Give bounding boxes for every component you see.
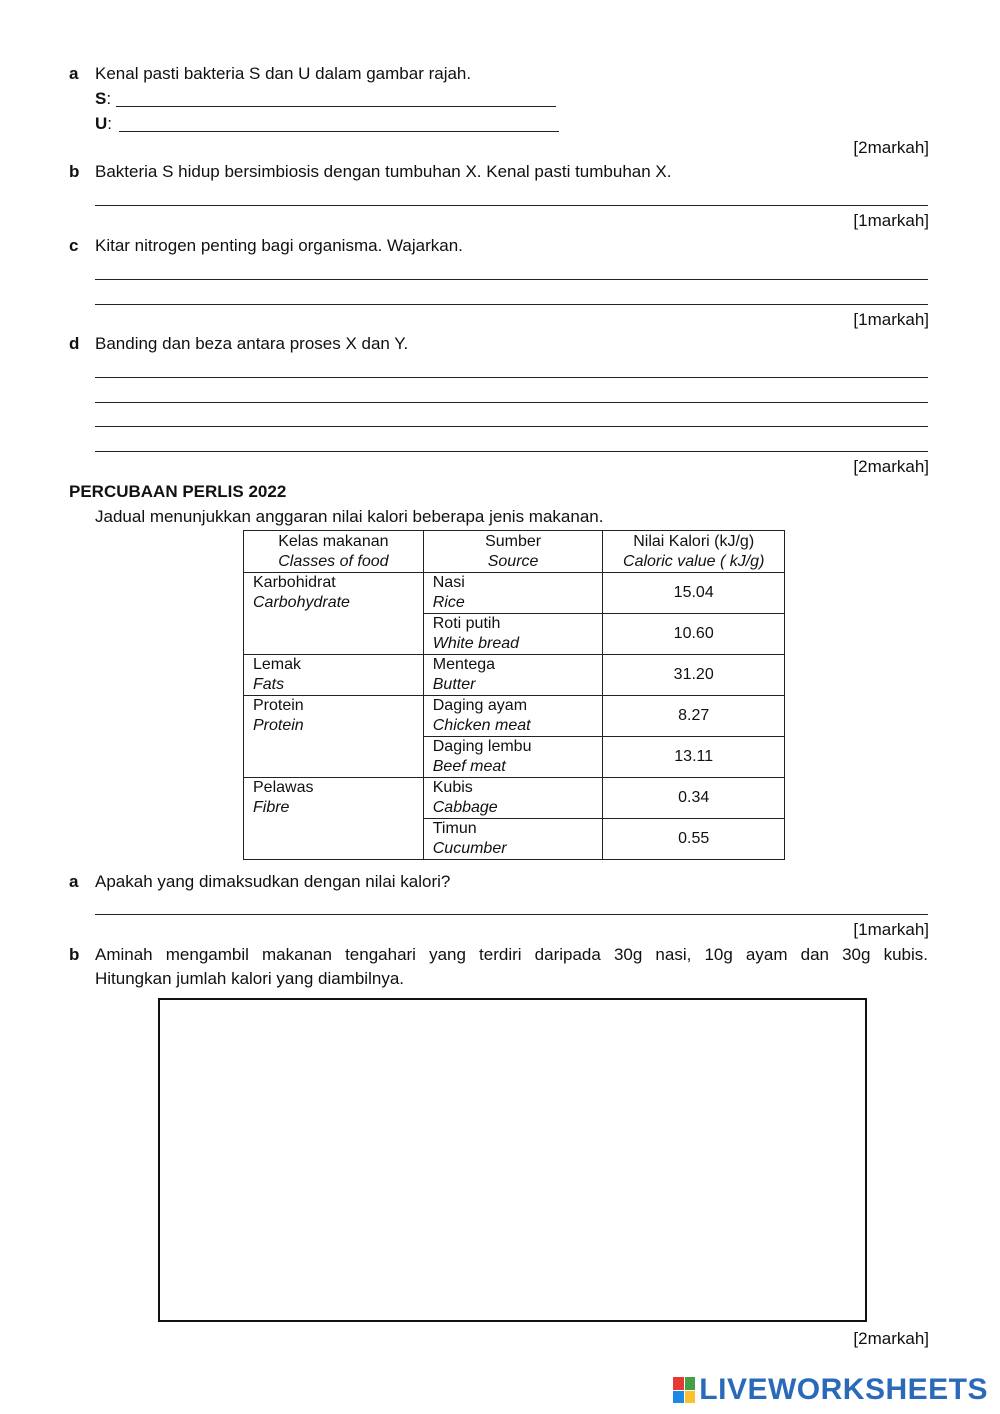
answer-s-label: S: [95, 89, 112, 108]
marks-2a: [1markah] [853, 920, 929, 939]
source-cell: Roti putih White bread [423, 614, 603, 655]
table-header-row [244, 531, 785, 573]
marks-d: [2markah] [853, 457, 929, 476]
answer-b-line[interactable] [95, 205, 928, 206]
source-cell: Nasi Rice [423, 573, 603, 614]
value-cell: 31.20 [603, 655, 785, 696]
question-a-text: Kenal pasti bakteria S dan U dalam gambar rajah. [95, 64, 472, 83]
section-intro: Jadual menunjukkan anggaran nilai kalori beberapa jenis makanan. [95, 507, 604, 526]
source-cell: Daging ayam Chicken meat [423, 696, 603, 737]
source-cell: Timun Cucumber [423, 819, 603, 860]
liveworksheets-logo-icon [673, 1377, 695, 1403]
table-row [244, 696, 785, 737]
question-2a-text: Apakah yang dimaksudkan dengan nilai kalori? [95, 872, 451, 891]
question-c-letter: c [69, 236, 79, 255]
calorie-table [243, 530, 785, 860]
question-2b-letter: b [69, 945, 80, 964]
table-row [244, 778, 785, 819]
answer-box[interactable] [158, 998, 867, 1322]
source-cell: Daging lembu Beef meat [423, 737, 603, 778]
header-value: Nilai Kalori (kJ/g) Caloric value ( kJ/g) [603, 531, 785, 573]
answer-s-line[interactable] [116, 106, 556, 107]
marks-c: [1markah] [853, 310, 929, 329]
answer-u-label: U: [95, 114, 113, 133]
watermark-text: LIVEWORKSHEETS [699, 1373, 988, 1406]
question-2a-letter: a [69, 872, 79, 891]
value-cell: 15.04 [603, 573, 785, 614]
liveworksheets-watermark [673, 1372, 988, 1408]
marks-b: [1markah] [853, 211, 929, 230]
class-cell: Protein Protein [244, 696, 424, 778]
value-cell: 8.27 [603, 696, 785, 737]
logo-tile [673, 1377, 684, 1390]
question-d-letter: d [69, 334, 80, 353]
class-cell: Karbohidrat Carbohydrate [244, 573, 424, 655]
answer-d-line-2[interactable] [95, 402, 928, 403]
table-row [244, 655, 785, 696]
answer-c-line-2[interactable] [95, 304, 928, 305]
answer-d-line-1[interactable] [95, 377, 928, 378]
class-cell: Pelawas Fibre [244, 778, 424, 860]
question-a-letter: a [69, 64, 79, 83]
marks-a: [2markah] [853, 138, 929, 157]
marks-2b: [2markah] [853, 1329, 929, 1348]
logo-tile [673, 1391, 684, 1404]
section-title: PERCUBAAN PERLIS 2022 [69, 482, 287, 501]
value-cell: 10.60 [603, 614, 785, 655]
value-cell: 13.11 [603, 737, 785, 778]
answer-u-line[interactable] [119, 131, 559, 132]
header-source: Sumber Source [423, 531, 603, 573]
answer-d-line-3[interactable] [95, 426, 928, 427]
question-d-text: Banding dan beza antara proses X dan Y. [95, 334, 409, 353]
value-cell: 0.55 [603, 819, 785, 860]
answer-2a-line[interactable] [95, 914, 928, 915]
header-class: Kelas makanan Classes of food [244, 531, 424, 573]
source-cell: Kubis Cabbage [423, 778, 603, 819]
question-2b-text-line2: Hitungkan jumlah kalori yang diambilnya. [95, 969, 404, 988]
value-cell: 0.34 [603, 778, 785, 819]
question-c-text: Kitar nitrogen penting bagi organisma. Wajarkan. [95, 236, 463, 255]
source-cell: Mentega Butter [423, 655, 603, 696]
answer-d-line-4[interactable] [95, 451, 928, 452]
class-cell: Lemak Fats [244, 655, 424, 696]
logo-tile [685, 1377, 696, 1390]
answer-c-line-1[interactable] [95, 279, 928, 280]
question-2b-text-line1: Aminah mengambil makanan tengahari yang terdiri daripada 30g nasi, 10g ayam dan 30g kubis. [95, 945, 928, 964]
table-row [244, 573, 785, 614]
logo-tile [685, 1391, 696, 1404]
question-b-letter: b [69, 162, 80, 181]
question-b-text: Bakteria S hidup bersimbiosis dengan tumbuhan X. Kenal pasti tumbuhan X. [95, 162, 672, 181]
